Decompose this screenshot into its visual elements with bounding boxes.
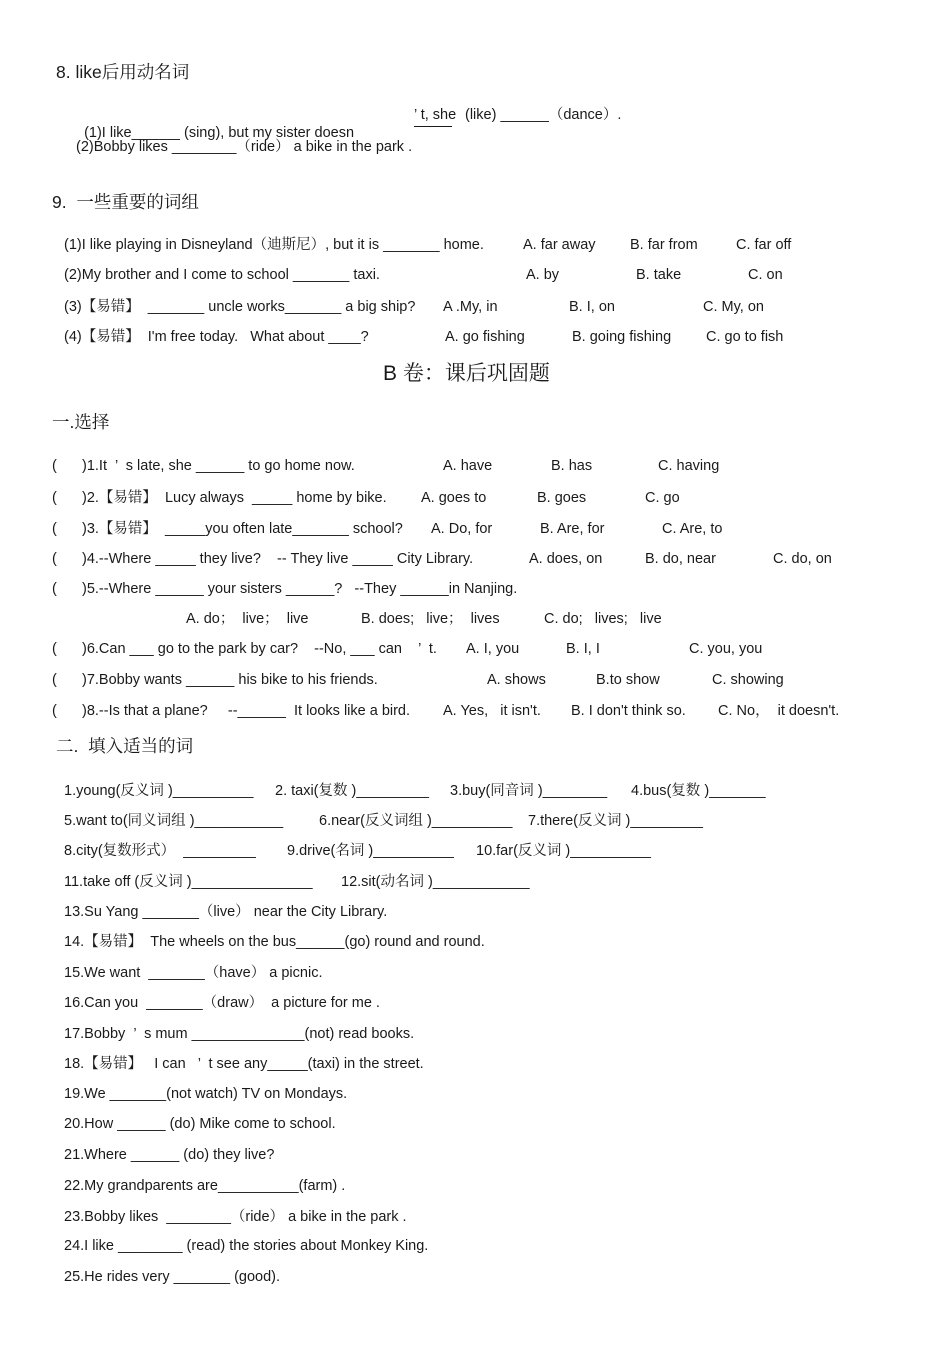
option-c: C. showing xyxy=(712,672,784,688)
question-8-1-part-c: (like) ______（dance）. xyxy=(465,107,622,123)
option-b: B. Are, for xyxy=(540,521,605,537)
option-a: A. goes to xyxy=(421,490,487,506)
fill-item: 22.My grandparents are__________(farm) . xyxy=(64,1178,346,1194)
answer-paren: ( xyxy=(52,521,57,537)
fill-item: 4.bus(复数 )_______ xyxy=(631,783,766,799)
option-b: B. take xyxy=(636,267,682,283)
option-c: C. on xyxy=(748,267,783,283)
part-2-heading: 二. 填入适当的词 xyxy=(56,736,194,756)
fill-item: 2. taxi(复数 )_________ xyxy=(275,783,429,799)
option-c: C. do, on xyxy=(773,551,832,567)
option-c: C. Are, to xyxy=(662,521,723,537)
question-8-1-part-a: (1)I like______ (sing), but my sister doesn xyxy=(84,125,355,141)
fill-item: 14.【易错】 The wheels on the bus______(go) round and round. xyxy=(64,934,485,950)
fill-item: 9.drive(名词 )__________ xyxy=(287,843,454,859)
option-a: A. does, on xyxy=(529,551,603,567)
fill-item: 13.Su Yang _______（live） near the City Library. xyxy=(64,904,388,920)
answer-paren: ( xyxy=(52,581,57,597)
choice-question: )5.--Where ______ your sisters ______? --They ______in Nanjing. xyxy=(82,581,518,597)
fill-item: 10.far(反义词 )__________ xyxy=(476,843,651,859)
option-c: C. go to fish xyxy=(706,329,784,345)
option-b: B.to show xyxy=(596,672,660,688)
option-c: C. My, on xyxy=(703,299,764,315)
section-8-heading: 8. like后用动名词 xyxy=(56,62,190,82)
choice-question: )8.--Is that a plane? --______ It looks like a bird. xyxy=(82,703,411,719)
option-a: A. far away xyxy=(523,237,596,253)
phrase-question: (3)【易错】 _______ uncle works_______ a big ship? xyxy=(64,299,416,315)
option-c: C. far off xyxy=(736,237,792,253)
fill-item: 17.Bobby ’ s mum ______________(not) read books. xyxy=(64,1026,415,1042)
option-c: C. do; lives; live xyxy=(544,611,662,627)
option-a: A .My, in xyxy=(443,299,498,315)
fill-item: 11.take off (反义词 )_______________ xyxy=(64,874,313,890)
part-1-heading: 一.选择 xyxy=(52,412,110,432)
option-b: B. going fishing xyxy=(572,329,672,345)
option-a: A. shows xyxy=(487,672,546,688)
option-a: A. Yes, it isn't. xyxy=(443,703,541,719)
option-b: B. has xyxy=(551,458,593,474)
fill-item: 8.city(复数形式） _________ xyxy=(64,843,256,859)
question-8-1 xyxy=(76,106,354,142)
question-8-2: (2)Bobby likes ________（ride） a bike in the park . xyxy=(76,139,413,155)
option-b: B. far from xyxy=(630,237,698,253)
option-a: A. Do, for xyxy=(431,521,493,537)
fill-item: 1.young(反义词 )__________ xyxy=(64,783,254,799)
choice-question: )3.【易错】 _____you often late_______ school? xyxy=(82,521,403,537)
fill-item: 25.He rides very _______ (good). xyxy=(64,1269,281,1285)
question-8-1-apostrophe: ’ t, she xyxy=(414,106,452,127)
choice-question: )4.--Where _____ they live? -- They live _____ City Library. xyxy=(82,551,474,567)
option-c: C. you, you xyxy=(689,641,763,657)
fill-item: 15.We want _______（have） a picnic. xyxy=(64,965,323,981)
option-b: B. I, on xyxy=(569,299,615,315)
option-b: B. goes xyxy=(537,490,587,506)
answer-paren: ( xyxy=(52,703,57,719)
fill-item: 3.buy(同音词 )________ xyxy=(450,783,608,799)
section-9-heading: 9. 一些重要的词组 xyxy=(52,192,199,212)
option-b: B. I, I xyxy=(566,641,600,657)
answer-paren: ( xyxy=(52,672,57,688)
answer-paren: ( xyxy=(52,641,57,657)
option-a: A. have xyxy=(443,458,493,474)
option-a: A. go fishing xyxy=(445,329,525,345)
choice-question: )1.It ’ s late, she ______ to go home now. xyxy=(82,458,355,474)
option-a: A. do； live； live xyxy=(186,611,309,627)
option-b: B. do, near xyxy=(645,551,716,567)
answer-paren: ( xyxy=(52,551,57,567)
option-b: B. I don't think so. xyxy=(571,703,686,719)
option-b: B. does; live； lives xyxy=(361,611,500,627)
option-a: A. I, you xyxy=(466,641,520,657)
choice-question: )7.Bobby wants ______ his bike to his friends. xyxy=(82,672,378,688)
fill-item: 12.sit(动名词 )____________ xyxy=(341,874,530,890)
fill-item: 6.near(反义词组 )__________ xyxy=(319,813,513,829)
option-c: C. No， it doesn't. xyxy=(718,703,840,719)
fill-item: 23.Bobby likes ________（ride） a bike in the park . xyxy=(64,1209,407,1225)
fill-item: 24.I like ________ (read) the stories about Monkey King. xyxy=(64,1238,429,1254)
fill-item: 18.【易错】 I can ’ t see any_____(taxi) in the street. xyxy=(64,1056,424,1072)
option-a: A. by xyxy=(526,267,560,283)
choice-question: )6.Can ___ go to the park by car? --No, ___ can ’ t. xyxy=(82,641,437,657)
answer-paren: ( xyxy=(52,458,57,474)
fill-item: 7.there(反义词 )_________ xyxy=(528,813,703,829)
option-c: C. having xyxy=(658,458,720,474)
fill-item: 19.We _______(not watch) TV on Mondays. xyxy=(64,1086,348,1102)
fill-item: 20.How ______ (do) Mike come to school. xyxy=(64,1116,336,1132)
option-c: C. go xyxy=(645,490,680,506)
phrase-question: (1)I like playing in Disneyland（迪斯尼）, but it is _______ home. xyxy=(64,237,484,253)
choice-question: )2.【易错】 Lucy always _____ home by bike. xyxy=(82,490,387,506)
section-b-title: B 卷：课后巩固题 xyxy=(383,362,550,385)
fill-item: 21.Where ______ (do) they live? xyxy=(64,1147,275,1163)
phrase-question: (4)【易错】 I'm free today. What about ____? xyxy=(64,329,369,345)
fill-item: 16.Can you _______（draw） a picture for me . xyxy=(64,995,380,1011)
phrase-question: (2)My brother and I come to school _______ taxi. xyxy=(64,267,380,283)
answer-paren: ( xyxy=(52,490,57,506)
fill-item: 5.want to(同义词组 )___________ xyxy=(64,813,284,829)
